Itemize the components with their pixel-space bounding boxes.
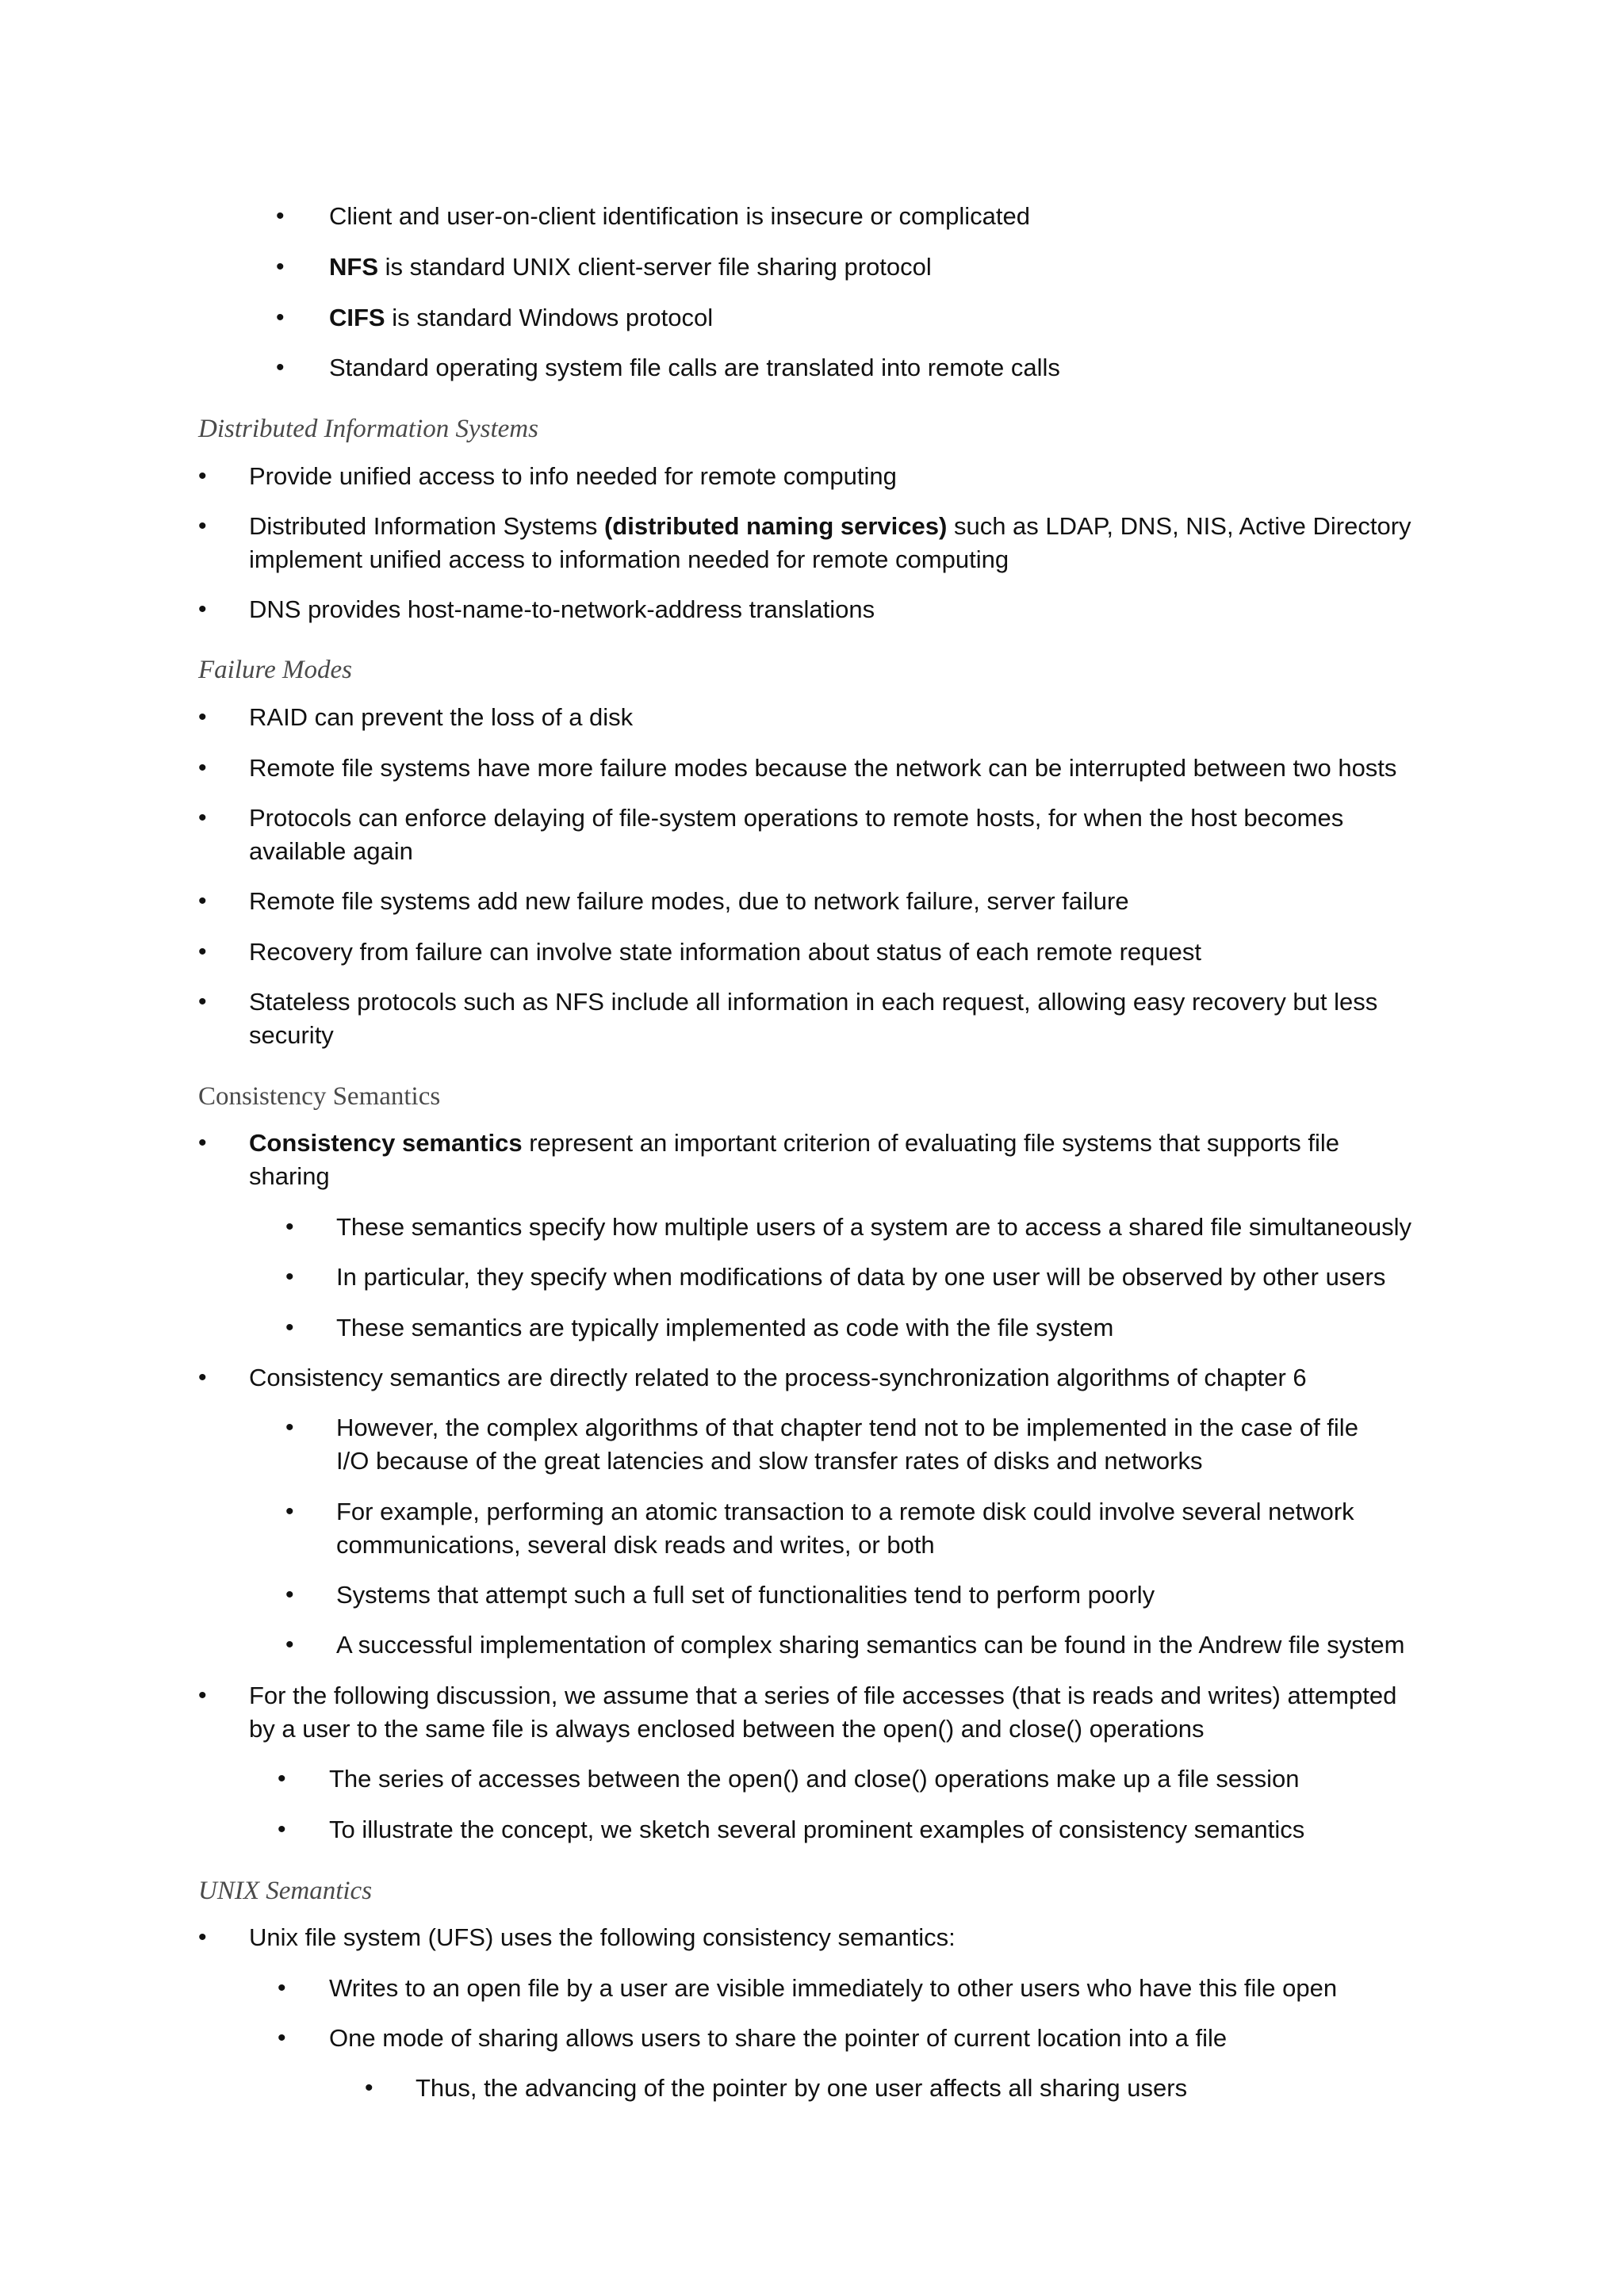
list-item-continuation: I/O because of the great latencies and slow transfer rates of disks and networks [336,1447,1203,1475]
list-item: These semantics are typically implemented as code with the file system [336,1314,1114,1341]
list-item-continuation: security [249,1021,334,1049]
bullet-marker: • [278,1975,286,2001]
list-item-continuation: available again [249,837,413,865]
bullet-marker: • [276,203,285,229]
list-item: The series of accesses between the open() and close() operations make up a file session [329,1765,1300,1793]
list-item: Systems that attempt such a full set of functionalities tend to perform poorly [336,1581,1155,1609]
list-item: NFS is standard UNIX client-server file sharing protocol [329,253,932,281]
list-item-continuation: implement unified access to information needed for remote computing [249,545,1009,573]
list-item: For the following discussion, we assume that a series of file accesses (that is reads and writes) attempted [249,1682,1397,1709]
bullet-marker: • [198,939,207,965]
list-item: Recovery from failure can involve state information about status of each remote request [249,938,1201,966]
bullet-marker: • [276,254,285,280]
list-item: Stateless protocols such as NFS include all information in each request, allowing easy recovery but less [249,988,1378,1016]
bullet-marker: • [285,1264,294,1290]
list-item: However, the complex algorithms of that chapter tend not to be implemented in the case of file [336,1414,1358,1441]
list-item: Unix file system (UFS) uses the following consistency semantics: [249,1923,956,1951]
bullet-marker: • [198,704,207,730]
list-item: Distributed Information Systems (distributed naming services) such as LDAP, DNS, NIS, Active Directory [249,512,1411,540]
list-item: CIFS is standard Windows protocol [329,304,714,331]
list-item: RAID can prevent the loss of a disk [249,703,634,731]
bullet-marker: • [198,596,207,622]
list-item-continuation: by a user to the same file is always enclosed between the open() and close() operations [249,1715,1205,1743]
bold-term: Consistency semantics [249,1129,523,1157]
list-item: These semantics specify how multiple users of a system are to access a shared file simultaneously [336,1213,1411,1241]
bullet-marker: • [365,2075,373,2101]
bullet-marker: • [198,463,207,489]
bullet-marker: • [285,1214,294,1240]
list-item: Client and user-on-client identification is insecure or complicated [329,202,1030,230]
bullet-marker: • [198,1130,207,1156]
bold-term: (distributed naming services) [603,512,948,540]
section-heading: Failure Modes [198,656,352,684]
bullet-marker: • [198,1924,207,1950]
list-item: A successful implementation of complex sharing semantics can be found in the Andrew file system [336,1631,1405,1659]
bullet-marker: • [198,755,207,781]
bullet-marker: • [285,1314,294,1341]
bullet-marker: • [278,2025,286,2051]
list-item: Standard operating system file calls are translated into remote calls [329,354,1060,381]
bullet-marker: • [285,1632,294,1658]
bullet-marker: • [198,888,207,914]
bullet-marker: • [285,1582,294,1608]
bold-term: CIFS [329,304,385,331]
section-heading: Distributed Information Systems [198,415,538,443]
bold-term: NFS [329,253,378,281]
bullet-marker: • [278,1816,286,1843]
list-item: In particular, they specify when modifications of data by one user will be observed by other users [336,1263,1386,1291]
list-item: For example, performing an atomic transaction to a remote disk could involve several network [336,1498,1354,1525]
bullet-marker: • [285,1414,294,1441]
section-heading: UNIX Semantics [198,1877,373,1905]
list-item: Consistency semantics represent an important criterion of evaluating file systems that supports file [249,1129,1339,1157]
list-item: To illustrate the concept, we sketch several prominent examples of consistency semantics [329,1816,1305,1843]
list-item: Consistency semantics are directly related to the process-synchronization algorithms of chapter 6 [249,1364,1307,1391]
bullet-marker: • [198,989,207,1015]
bullet-marker: • [276,354,285,381]
bullet-marker: • [198,805,207,831]
list-item-continuation: communications, several disk reads and writes, or both [336,1531,935,1559]
bullet-marker: • [198,513,207,539]
list-item: Protocols can enforce delaying of file-system operations to remote hosts, for when the host becomes [249,804,1344,832]
list-item: Provide unified access to info needed for remote computing [249,462,897,490]
bullet-marker: • [285,1498,294,1525]
list-item-continuation: sharing [249,1162,330,1190]
bullet-marker: • [198,1682,207,1709]
bullet-marker: • [198,1364,207,1391]
list-item: Writes to an open file by a user are visible immediately to other users who have this file open [329,1974,1338,2002]
list-item: One mode of sharing allows users to share the pointer of current location into a file [329,2024,1228,2052]
section-heading: Consistency Semantics [198,1082,441,1111]
list-item: DNS provides host-name-to-network-address translations [249,595,875,623]
list-item: Remote file systems have more failure modes because the network can be interrupted between two hosts [249,754,1397,782]
list-item: Thus, the advancing of the pointer by one user affects all sharing users [416,2074,1188,2102]
list-item: Remote file systems add new failure modes, due to network failure, server failure [249,887,1129,915]
bullet-marker: • [278,1766,286,1792]
bullet-marker: • [276,304,285,331]
